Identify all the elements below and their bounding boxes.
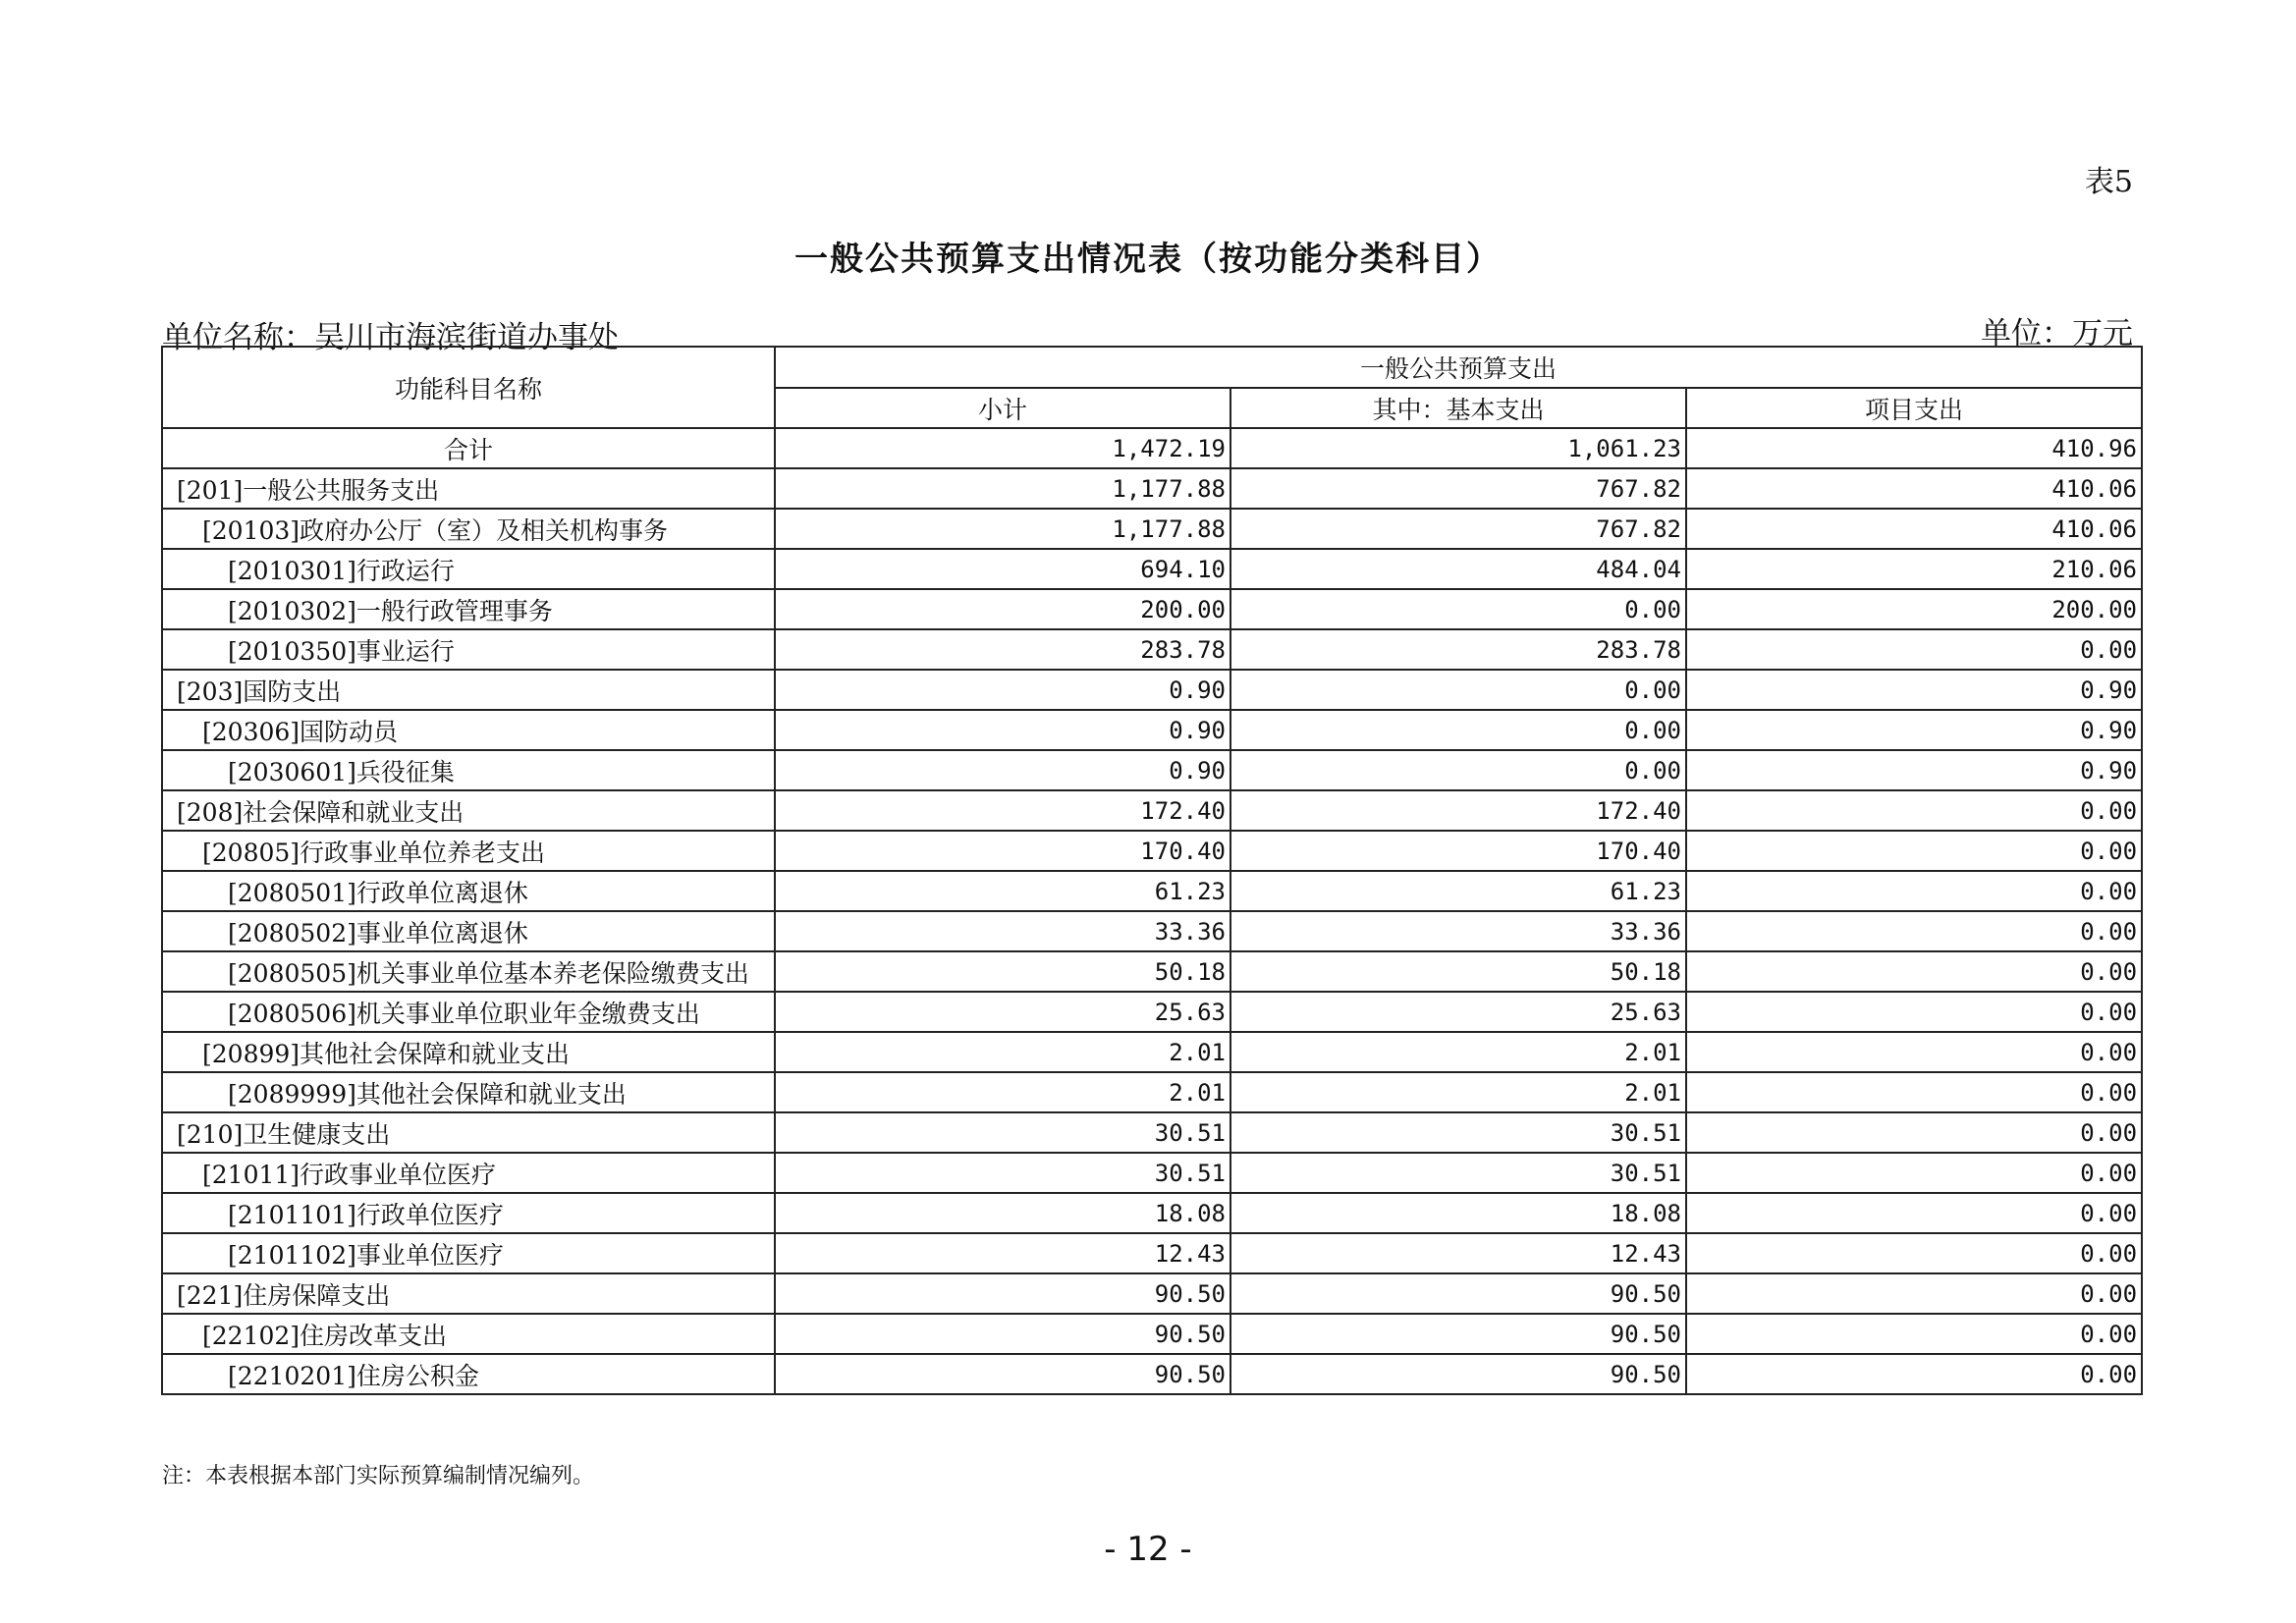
table-row	[162, 1112, 2142, 1153]
row-name: [210]卫生健康支出	[162, 1112, 775, 1153]
table-row	[162, 1153, 2142, 1193]
row-project: 0.00	[1686, 1273, 2142, 1314]
row-subtotal: 33.36	[775, 911, 1230, 951]
row-name: [2101101]行政单位医疗	[162, 1193, 775, 1233]
row-project: 410.06	[1686, 468, 2142, 509]
row-basic: 12.43	[1230, 1233, 1686, 1273]
row-project: 210.06	[1686, 549, 2142, 589]
table-body	[162, 428, 2142, 1394]
row-subtotal: 1,177.88	[775, 509, 1230, 549]
total-subtotal: 1,472.19	[775, 428, 1230, 468]
row-subtotal: 0.90	[775, 670, 1230, 710]
header-group: 一般公共预算支出	[775, 347, 2142, 388]
row-name: [2101102]事业单位医疗	[162, 1233, 775, 1273]
row-basic: 767.82	[1230, 509, 1686, 549]
row-project: 0.90	[1686, 710, 2142, 750]
table-row	[162, 1354, 2142, 1394]
row-project: 0.00	[1686, 992, 2142, 1032]
row-project: 0.00	[1686, 911, 2142, 951]
row-basic: 2.01	[1230, 1032, 1686, 1072]
row-basic: 170.40	[1230, 831, 1686, 871]
total-label: 合计	[162, 428, 775, 468]
total-project: 410.96	[1686, 428, 2142, 468]
footnote: 注：本表根据本部门实际预算编制情况编列。	[162, 1464, 595, 1488]
table-row	[162, 790, 2142, 831]
total-row	[162, 428, 2142, 468]
row-project: 0.00	[1686, 1153, 2142, 1193]
row-name: [2010302]一般行政管理事务	[162, 589, 775, 629]
row-name: [2089999]其他社会保障和就业支出	[162, 1072, 775, 1112]
row-subtotal: 694.10	[775, 549, 1230, 589]
row-basic: 0.00	[1230, 589, 1686, 629]
row-name: [22102]住房改革支出	[162, 1314, 775, 1354]
row-project: 0.00	[1686, 629, 2142, 670]
row-basic: 90.50	[1230, 1273, 1686, 1314]
row-subtotal: 2.01	[775, 1032, 1230, 1072]
row-name: [21011]行政事业单位医疗	[162, 1153, 775, 1193]
row-basic: 90.50	[1230, 1354, 1686, 1394]
row-name: [20899]其他社会保障和就业支出	[162, 1032, 775, 1072]
row-name: [2010350]事业运行	[162, 629, 775, 670]
unit-label: 单位：万元	[1981, 316, 2133, 352]
row-subtotal: 283.78	[775, 629, 1230, 670]
page-title: 一般公共预算支出情况表（按功能分类科目）	[794, 240, 1502, 279]
row-subtotal: 2.01	[775, 1072, 1230, 1112]
header-subtotal: 小计	[775, 388, 1230, 428]
row-project: 200.00	[1686, 589, 2142, 629]
table-row	[162, 992, 2142, 1032]
row-basic: 50.18	[1230, 951, 1686, 992]
table-row	[162, 951, 2142, 992]
row-subtotal: 30.51	[775, 1112, 1230, 1153]
row-basic: 33.36	[1230, 911, 1686, 951]
row-subtotal: 30.51	[775, 1153, 1230, 1193]
row-basic: 30.51	[1230, 1112, 1686, 1153]
row-subtotal: 90.50	[775, 1354, 1230, 1394]
row-subtotal: 0.90	[775, 710, 1230, 750]
row-basic: 25.63	[1230, 992, 1686, 1032]
row-basic: 2.01	[1230, 1072, 1686, 1112]
row-name: [2080506]机关事业单位职业年金缴费支出	[162, 992, 775, 1032]
row-subtotal: 25.63	[775, 992, 1230, 1032]
row-name: [203]国防支出	[162, 670, 775, 710]
row-project: 0.00	[1686, 1233, 2142, 1273]
table-row	[162, 629, 2142, 670]
row-project: 0.00	[1686, 790, 2142, 831]
table-row	[162, 1193, 2142, 1233]
row-project: 0.00	[1686, 871, 2142, 911]
table-row	[162, 589, 2142, 629]
row-basic: 767.82	[1230, 468, 1686, 509]
row-project: 0.00	[1686, 1193, 2142, 1233]
table-row	[162, 871, 2142, 911]
row-project: 0.00	[1686, 831, 2142, 871]
row-basic: 172.40	[1230, 790, 1686, 831]
row-name: [2030601]兵役征集	[162, 750, 775, 790]
row-project: 0.00	[1686, 951, 2142, 992]
row-project: 0.90	[1686, 750, 2142, 790]
row-subtotal: 12.43	[775, 1233, 1230, 1273]
table-row	[162, 750, 2142, 790]
row-basic: 283.78	[1230, 629, 1686, 670]
row-project: 0.00	[1686, 1072, 2142, 1112]
table-row	[162, 468, 2142, 509]
table-label: 表5	[2084, 165, 2133, 199]
row-subtotal: 170.40	[775, 831, 1230, 871]
table-row	[162, 911, 2142, 951]
row-name: [20306]国防动员	[162, 710, 775, 750]
header-project: 项目支出	[1686, 388, 2142, 428]
page-number: - 12 -	[1104, 1530, 1192, 1569]
row-subtotal: 200.00	[775, 589, 1230, 629]
row-project: 0.00	[1686, 1314, 2142, 1354]
row-subtotal: 172.40	[775, 790, 1230, 831]
table-row	[162, 710, 2142, 750]
row-name: [20805]行政事业单位养老支出	[162, 831, 775, 871]
table-row	[162, 831, 2142, 871]
row-subtotal: 90.50	[775, 1314, 1230, 1354]
row-basic: 90.50	[1230, 1314, 1686, 1354]
table-row	[162, 1072, 2142, 1112]
table-row	[162, 1314, 2142, 1354]
row-name: [201]一般公共服务支出	[162, 468, 775, 509]
budget-table	[161, 346, 2143, 1395]
row-project: 0.00	[1686, 1032, 2142, 1072]
row-project: 0.00	[1686, 1354, 2142, 1394]
row-name: [2210201]住房公积金	[162, 1354, 775, 1394]
row-subtotal: 61.23	[775, 871, 1230, 911]
header-basic: 其中：基本支出	[1230, 388, 1686, 428]
row-name: [2080501]行政单位离退休	[162, 871, 775, 911]
row-name: [20103]政府办公厅（室）及相关机构事务	[162, 509, 775, 549]
table-row	[162, 1273, 2142, 1314]
table-row	[162, 670, 2142, 710]
row-subtotal: 0.90	[775, 750, 1230, 790]
table-row	[162, 549, 2142, 589]
row-basic: 0.00	[1230, 710, 1686, 750]
table-row	[162, 1233, 2142, 1273]
table-row	[162, 509, 2142, 549]
row-basic: 484.04	[1230, 549, 1686, 589]
table-row	[162, 1032, 2142, 1072]
row-subtotal: 90.50	[775, 1273, 1230, 1314]
row-basic: 18.08	[1230, 1193, 1686, 1233]
row-subtotal: 18.08	[775, 1193, 1230, 1233]
row-project: 0.00	[1686, 1112, 2142, 1153]
row-basic: 61.23	[1230, 871, 1686, 911]
row-name: [221]住房保障支出	[162, 1273, 775, 1314]
row-basic: 0.00	[1230, 670, 1686, 710]
row-basic: 30.51	[1230, 1153, 1686, 1193]
row-subtotal: 1,177.88	[775, 468, 1230, 509]
row-project: 410.06	[1686, 509, 2142, 549]
row-name: [2080505]机关事业单位基本养老保险缴费支出	[162, 951, 775, 992]
total-basic: 1,061.23	[1230, 428, 1686, 468]
row-name: [208]社会保障和就业支出	[162, 790, 775, 831]
row-basic: 0.00	[1230, 750, 1686, 790]
row-name: [2080502]事业单位离退休	[162, 911, 775, 951]
row-subtotal: 50.18	[775, 951, 1230, 992]
unit-name: 单位名称：吴川市海滨街道办事处	[162, 320, 619, 355]
row-name: [2010301]行政运行	[162, 549, 775, 589]
row-project: 0.90	[1686, 670, 2142, 710]
header-name: 功能科目名称	[162, 347, 775, 428]
